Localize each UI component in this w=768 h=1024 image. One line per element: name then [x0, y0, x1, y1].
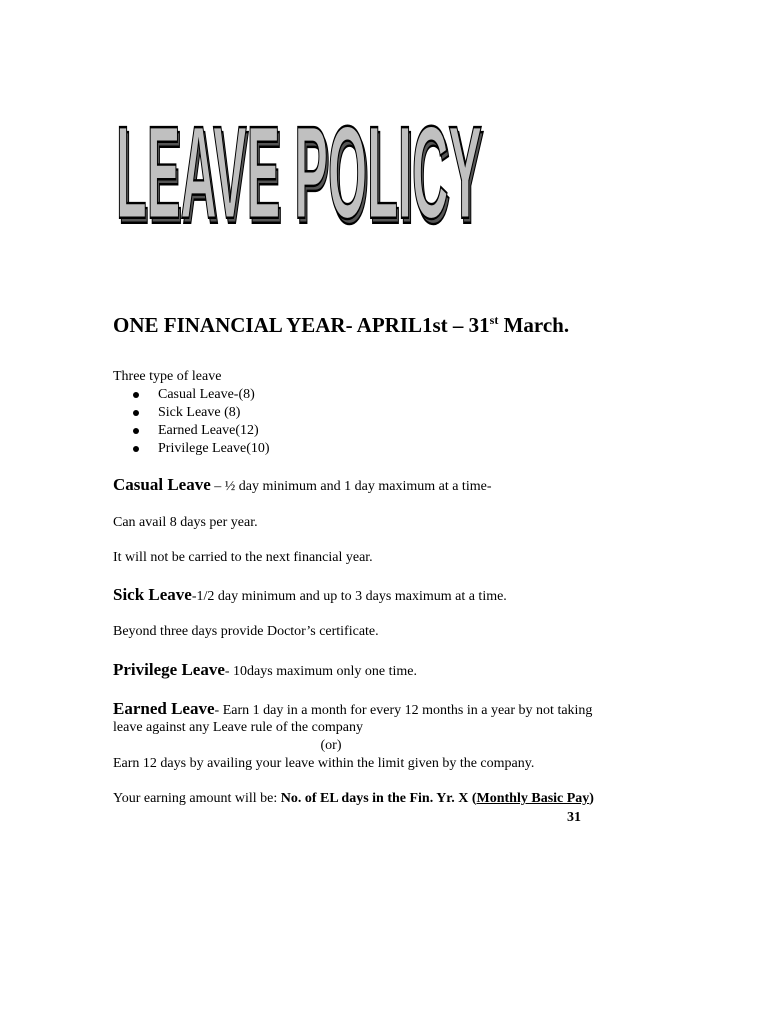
leave-types-list	[113, 386, 673, 458]
earning-divisor: 31	[567, 810, 581, 825]
monthly-basic-pay: Monthly Basic Pay	[476, 791, 590, 806]
privilege-leave-heading: Privilege Leave	[113, 660, 225, 679]
leave-policy-wordart-title	[108, 86, 488, 234]
earned-leave-or: (or)	[320, 738, 342, 753]
casual-leave-note-2: It will not be carried to the next financial year.	[113, 550, 373, 565]
leave-type-item: Earned Leave(12)	[113, 422, 673, 440]
earning-formula: Your earning amount will be: No. of EL days in the Fin. Yr. X (Monthly Basic Pay)	[113, 791, 594, 806]
bullet-icon	[133, 410, 139, 416]
leave-type-item: Casual Leave-(8)	[113, 386, 673, 404]
leave-type-item: Privilege Leave(10)	[113, 440, 673, 458]
financial-year-heading: ONE FINANCIAL YEAR- APRIL1st – 31st March.	[113, 313, 570, 337]
sick-leave-heading: Sick Leave	[113, 585, 192, 604]
bullet-icon	[133, 428, 139, 434]
sick-leave-note: Beyond three days provide Doctor’s certificate.	[113, 624, 379, 639]
wordart-face: LEAVE POLICY	[116, 98, 482, 234]
bullet-icon	[133, 446, 139, 452]
earned-leave-paragraph: Earned Leave- Earn 1 day in a month for every 12 months in a year by not taking	[113, 699, 593, 718]
earned-leave-heading: Earned Leave	[113, 699, 215, 718]
earned-leave-line-2: leave against any Leave rule of the company	[113, 720, 363, 735]
earned-leave-line-3: Earn 12 days by availing your leave within the limit given by the company.	[113, 756, 535, 771]
casual-leave-note-1: Can avail 8 days per year.	[113, 515, 258, 530]
bullet-icon	[133, 392, 139, 398]
intro-text: Three type of leave	[113, 369, 222, 384]
casual-leave-heading: Casual Leave	[113, 475, 211, 494]
privilege-leave-paragraph: Privilege Leave- 10days maximum only one time.	[113, 660, 417, 679]
casual-leave-paragraph: Casual Leave – ½ day minimum and 1 day maximum at a time-	[113, 475, 492, 494]
sick-leave-paragraph: Sick Leave-1/2 day minimum and up to 3 days maximum at a time.	[113, 585, 507, 604]
wordart-shadow: LEAVE POLICY	[118, 103, 484, 234]
leave-type-item: Sick Leave (8)	[113, 404, 673, 422]
